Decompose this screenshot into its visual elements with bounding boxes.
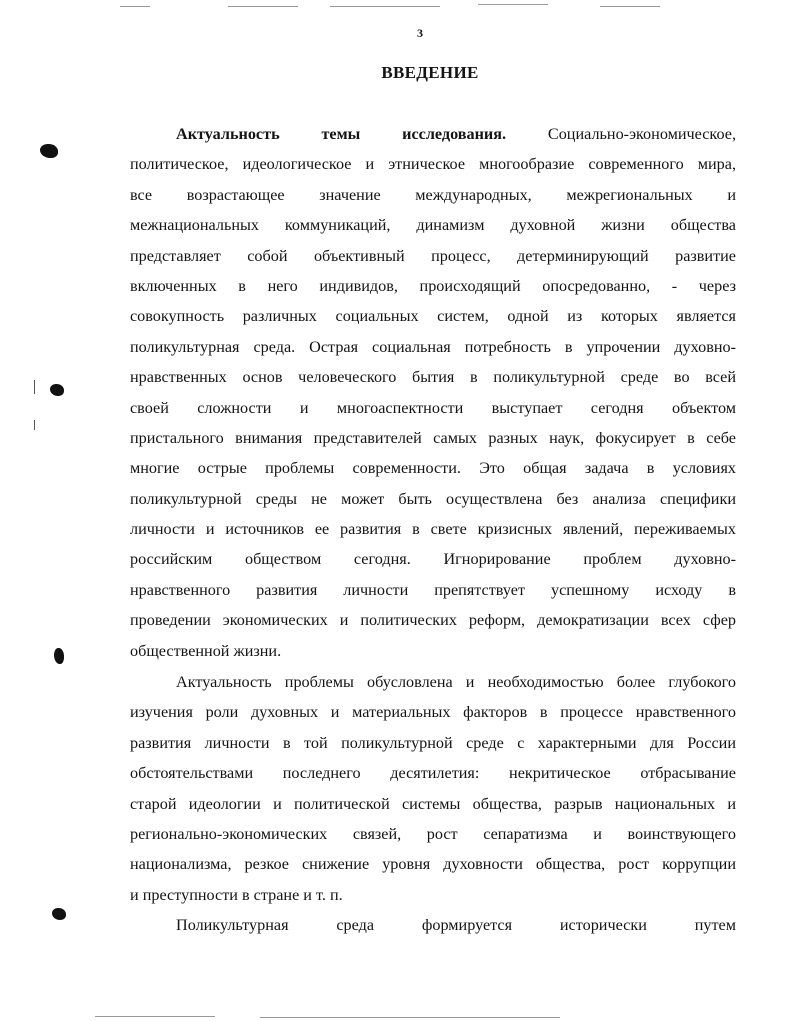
text-line: пристального внимания представителей самых разных наук, фокусирует в себе [130, 428, 736, 447]
text-line: Поликультурная среда формируется исторически путем [176, 916, 736, 934]
scan-rule-bottom-2 [260, 1017, 560, 1018]
text-line: развития личности в той поликультурной среде с характерными для России [130, 733, 736, 752]
text-line: и преступности в стране и т. п. [130, 885, 343, 904]
binder-hole-mark [52, 908, 66, 920]
scan-rule-top-3 [330, 6, 440, 7]
scan-rule-top-1 [120, 6, 150, 7]
page-number: 3 [417, 26, 423, 40]
margin-tick [34, 380, 35, 394]
text-line: обстоятельствами последнего десятилетия: некритическое отбрасывание [130, 764, 736, 783]
scan-rule-top-4 [478, 4, 548, 5]
scan-rule-top-5 [600, 6, 660, 7]
text-line: поликультурная среда. Острая социальная потребность в упрочении духовно- [130, 337, 736, 356]
text-line: межнациональных коммуникаций, динамизм духовной жизни общества [130, 216, 736, 235]
text-line: изучения роли духовных и материальных факторов в процессе нравственного [130, 703, 736, 722]
scan-rule-bottom-1 [95, 1016, 215, 1017]
text-line: политическое, идеологическое и этническое многообразие современного мира, [130, 155, 736, 174]
text-line: нравственного развития личности препятствует успешному исходу в [130, 580, 736, 599]
text-line: включенных в него индивидов, происходящий опосредованно, - через [130, 276, 736, 295]
text-line: личности и источников ее развития в свете кризисных явлений, переживаемых [130, 520, 736, 539]
text-line: старой идеологии и политической системы общества, разрыв национальных и [130, 794, 736, 813]
paragraph-multicultural-environment [130, 910, 736, 940]
text-line: Актуальность проблемы обусловлена и необходимостью более глубокого [176, 673, 736, 691]
text-line: своей сложности и многоаспектности выступает сегодня объектом [130, 398, 736, 417]
text-line: общественной жизни. [130, 641, 282, 660]
paragraph-problem-relevance [130, 667, 736, 910]
section-title: ВВЕДЕНИЕ [381, 63, 479, 82]
text-line: Актуальность темы исследования. Социально-экономическое, [176, 125, 736, 143]
text-line: российским обществом сегодня. Игнорирование проблем духовно- [130, 550, 736, 569]
text-line: представляет собой объективный процесс, детерминирующий развитие [130, 246, 736, 265]
text-line: национализма, резкое снижение уровня духовности общества, рост коррупции [130, 855, 736, 874]
margin-tick [34, 420, 35, 430]
text-line: поликультурной среды не может быть осуществлена без анализа специфики [130, 489, 736, 508]
text-line: регионально-экономических связей, рост сепаратизма и воинствующего [130, 824, 736, 843]
text-line: нравственных основ человеческого бытия в поликультурной среде во всей [130, 368, 736, 387]
text-line: совокупность различных социальных систем, одной из которых является [130, 307, 736, 326]
scan-rule-top-2 [228, 6, 298, 7]
binder-hole-mark [40, 144, 58, 158]
binder-hole-mark [50, 384, 64, 396]
text-line: многие острые проблемы современности. Это общая задача в условиях [130, 459, 736, 478]
lead-in-heading: Актуальность темы исследования. [176, 125, 507, 143]
paragraph-relevance [130, 119, 736, 666]
binder-hole-mark [54, 648, 64, 664]
text-line: все возрастающее значение международных, межрегиональных и [130, 185, 736, 204]
text-line: проведении экономических и политических реформ, демократизации всех сфер [130, 611, 736, 630]
